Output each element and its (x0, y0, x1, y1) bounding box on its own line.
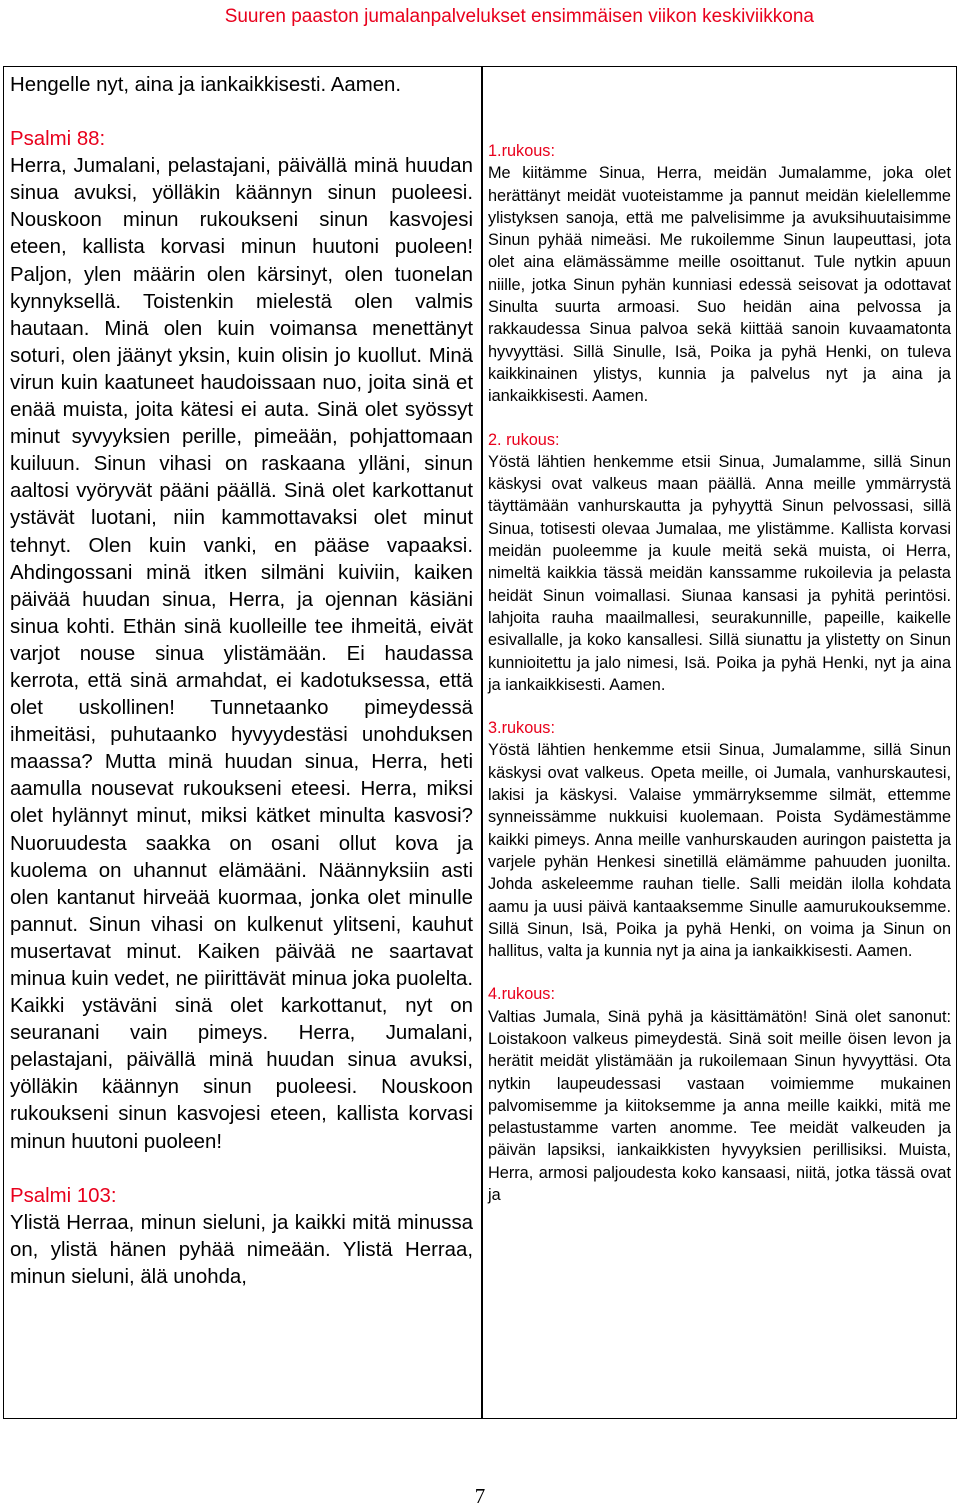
prayer-2-text: Yöstä lähtien henkemme etsii Sinua, Jumalamme, sillä Sinun käskysi ovat valkeus maan päällä. Anna meille ymmärrystä täyttämään vanhurskautta ja pyhyyttä Sinun pelvossasi, sillä Sinua, totisesti olevaa Jumalaa, me ylistämme. Kallista korvasi meidän puoleemme ja kuule meitä sekä muista, oi Herra, nimeltä kaikkia tässä meidän kanssamme rukoilevia ja pelasta heidät Sinun voimallasi. Siunaa kansasi ja pyhitä perintösi. lahjoita rauha maailmallesi, seurakunnille, papeille, kaikelle esivallalle, ja koko kansallesi. Sillä siunattu ja ylistetty on Sinun kunnioitettu ja jalo nimesi, Isä. Poika ja pyhä Henki, nyt ja aina ja iankaikkisesti. Aamen. (488, 452, 951, 694)
prayer-3-section (488, 717, 951, 962)
page-number: 7 (474, 1484, 486, 1508)
prayer-1-section (488, 140, 951, 408)
psalm-88-section (10, 126, 473, 1156)
prayer-4-text: Valtias Jumala, Sinä pyhä ja käsittämätön! Sinä olet sanonut: Loistakoon valkeus pimeydestä. Sinä soit meille öisen levon ja herätit meidät ylistämään ja rukoilemaan Sinun hyvyyttäsi. Ota nytkin laupeudessasi vastaan voimiemme mukainen palvomisemme ja kiitoksemme ja anna meille kaikki, mitä me pelastustamme varten anomme. Tee meidät valkeuden ja päivän lapsiksi, iankaikkisten hyvyyksien perillisiksi. Muista, Herra, armosi paljoudesta koko kansaasi, niitä, jotka tässä ovat ja (488, 1007, 951, 1205)
psalm-103-heading: Psalmi 103: (10, 1184, 117, 1207)
prayer-2-section (488, 429, 951, 697)
prayer-4-section (488, 983, 951, 1206)
prayer-1-heading: 1.rukous: (488, 142, 555, 160)
prayer-4-heading: 4.rukous: (488, 985, 555, 1004)
right-column (488, 140, 951, 1206)
prayer-3-text: Yöstä lähtien henkemme etsii Sinua, Jumalamme, sillä Sinun käskysi ovat valkeus. Opeta meille, oi Jumala, vanhurskautesi, lakisi ja käskysi. Valaise ymmärryksemme silmät, ettemme synneissämme nukkuisi kuolemaan. Poista Sydämestämme kaikki pimeys. Anna meille vanhurskauden auringon paistetta ja varjele pyhän Henkesi sinetillä elämämme pahuuden juonilta. Johda askeleemme rauhan tielle. Salli meidän ilolla kohdata aamu ja uusi päivä kantaaksemme Sinulle aamurukouksemme. Sillä Sinun, Isä, Poika ja pyhä Henki, on voima ja Sinun on hallitus, valta ja kunnia nyt ja aina ja iankaikkisesti. Aamen. (488, 741, 951, 961)
psalm-103-text: Ylistä Herraa, minun sieluni, ja kaikki mitä minussa on, ylistä hänen pyhää nimeään. Ylistä Herraa, minun sieluni, älä unohda, (10, 1211, 473, 1288)
psalm-88-heading: Psalmi 88: (10, 128, 106, 151)
psalm-103-section (10, 1183, 473, 1291)
opening-line: Hengelle nyt, aina ja iankaikkisesti. Aamen. (10, 74, 402, 96)
psalm-88-text: Herra, Jumalani, pelastajani, päivällä minä huudan sinua avuksi, yölläkin käännyn sinun puoleesi. Nouskoon minun rukoukseni sinun kasvojesi eteen, kallista korvasi minun huutoni puoleen! Paljon, ylen määrin olen kärsinyt, olen tuonelan kynnyksellä. Toistenkin mielestä olen valmis hautaan. Minä olen kuin voimansa menettänyt soturi, olen jäänyt yksin, kuin olisin jo kuollut. Minä virun kuin kaatuneet haudoissaan nuo, joita sinä et enää muista, joita kätesi ei auta. Sinä olet syössyt minut syvyyksien perille, pimeään, pohjattomaan kuiluun. Sinun vihasi on raskaana ylläni, sinun aaltosi vyöryvät pääni päällä. Sinä olet karkottanut ystävät luotani, niin kammottavaksi olet minut tehnyt. Olen kuin vanki, en pääse vapaaksi. Ahdingossani minä itken silmäni kuiviin, kaiken päivää huudan sinua, Herra, ja ojennan käsiäni sinua kohti. Ethän sinä kuolleille tee ihmeitä, eivät varjot nouse sinua ylistämään. Ei haudassa kerrota, että sinä armahdat, ei kadotuksessa, että olet uskollinen! Tunnetaanko pimeydessä ihmeitäsi, puhutaanko hyvyydestäsi unohduksen maassa? Mutta minä huudan sinua, Herra, heti aamulla nousevat rukoukseni eteesi. Herra, miksi olet hylännyt minut, miksi kätket minulta kasvosi? Nuoruudesta saakka on osani ollut kova ja kuolema on uhannut elämääni. Näännyksiin asti olen kantanut hirveää kuormaa, jonka olet minulle pannut. Sinun vihasi on kulkenut ylitseni, kauhut musertavat minut. Kaiken päivää ne saartavat minua kuin vedet, ne piirittävät minua joka puolelta. Kaikki ystäväni sinä olet karkottanut, nyt on seuranani vain pimeys. Herra, Jumalani, pelastajani, päivällä minä huudan sinua avuksi, yölläkin käännyn sinun puoleesi. Nouskoon rukoukseni sinun kasvojesi eteen, kallista korvasi minun huutoni puoleen! (10, 155, 473, 1153)
column-divider (481, 66, 483, 1419)
prayer-3-heading: 3.rukous: (488, 719, 555, 738)
running-header: Suuren paaston jumalanpalvelukset ensimmäisen viikon keskiviikkona (224, 6, 814, 27)
left-column (10, 72, 473, 1291)
prayer-2-heading: 2. rukous: (488, 430, 560, 449)
prayer-1-text: Me kiitämme Sinua, Herra, meidän Jumalamme, joka olet herättänyt meidät vuoteistamme ja pannut meidän kielellemme ylistyksen sanoja, että me palvelisimme ja avuksihuutaisimme Sinun pyhää nimeäsi. Me rukoilemme Sinun laupeuttasi, jota olet aina elämässämme meille osoittanut. Tule nytkin apuun niille, jotka Sinun pyhän kunniasi edessä seisovat ja odottavat Sinulta suurta armoasi. Suo heidän aina pelvossa ja rakkaudessa Sinua palvoa sekä kiittää sanoin kuvaamatonta hyvyyttäsi. Sillä Sinulle, Isä, Poika ja pyhä Henki, on tuleva kaikkinainen ylistys, kunnia ja palvelus nyt ja aina ja iankaikkisesti. Aamen. (488, 164, 951, 406)
